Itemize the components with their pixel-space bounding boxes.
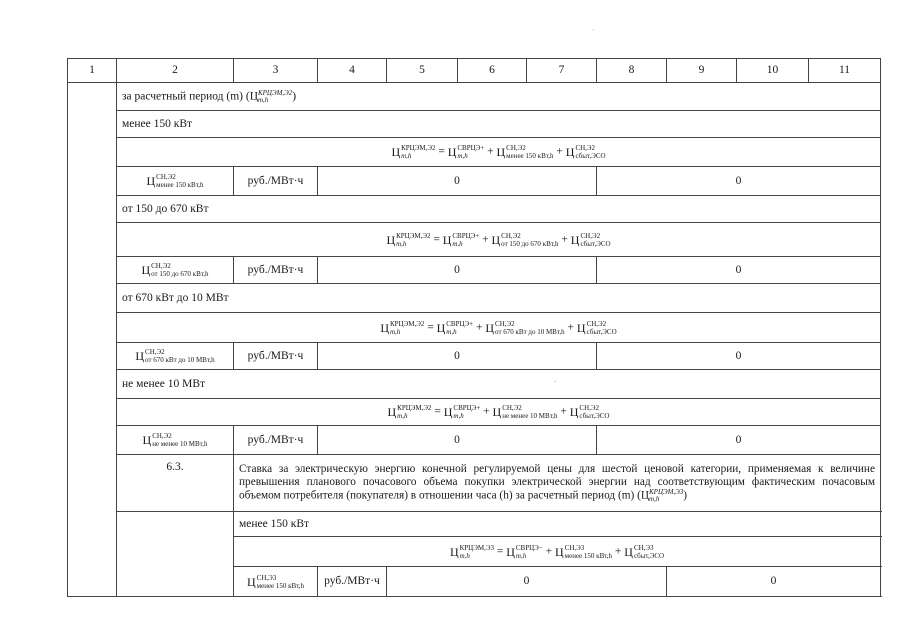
scan-speck: · xyxy=(554,378,557,386)
value-cell: 0 xyxy=(667,567,881,597)
tse-symbol: Ц СН,Э2 от 150 до 670 кВт,h xyxy=(491,231,559,248)
range-label: от 670 кВт до 10 МВт xyxy=(117,284,881,313)
col-header-4: 4 xyxy=(318,59,387,83)
tse-symbol: Ц КРЦЭМ,Э2 m,h xyxy=(387,404,432,420)
tse-symbol: Ц СН,Э2 сбыт,ЭСО xyxy=(565,144,606,160)
unit-cell: руб./МВт·ч xyxy=(234,426,318,455)
tse-symbol: Ц СН,Э2 менее 150 кВт,h xyxy=(146,173,204,189)
value-cell: 0 xyxy=(318,167,597,196)
tse-symbol: Ц СН,Э3 менее 150 кВт,h xyxy=(555,543,613,560)
range-label: менее 150 кВт xyxy=(234,512,881,537)
tse-symbol: Ц СВРЦЭ+ m,h xyxy=(442,231,480,248)
unit-cell: руб./МВт·ч xyxy=(234,343,318,370)
tse-symbol: Ц КРЦЭМ,Э2 m,h xyxy=(380,319,425,336)
item-number: 6.3. xyxy=(117,455,234,512)
formula: Ц КРЦЭМ,Э2 m,h = Ц СВРЦЭ+ m,h + Ц СН,Э2 менее 150 кВт,h + Ц СН,Э2 сбыт,ЭСО xyxy=(117,138,881,167)
tse-symbol: Ц СН,Э2 не менее 10 МВт,h xyxy=(492,404,558,420)
col-header-10: 10 xyxy=(737,59,809,83)
symbol-cell xyxy=(234,567,318,597)
tse-symbol: Ц СН,Э2 сбыт,ЭСО xyxy=(576,319,617,336)
formula: Ц КРЦЭМ,Э3 m,h = Ц СВРЦЭ− m,h + Ц СН,Э3 менее 150 кВт,h + Ц СН,Э3 сбыт,ЭСО xyxy=(234,537,881,567)
tse-symbol: Ц СН,Э2 от 670 кВт до 10 МВт,h xyxy=(135,348,215,364)
tse-symbol: Ц СН,Э2 от 670 кВт до 10 МВт,h xyxy=(485,319,565,336)
unit-cell: руб./МВт·ч xyxy=(234,167,318,196)
tse-symbol: Ц СН,Э2 не менее 10 МВт,h xyxy=(142,432,208,448)
value-cell: 0 xyxy=(597,167,881,196)
tse-symbol: Ц СВРЦЭ+ m,h xyxy=(447,144,485,160)
col-header-3: 3 xyxy=(234,59,318,83)
formula: Ц КРЦЭМ,Э2 m,h = Ц СВРЦЭ+ m,h + Ц СН,Э2 не менее 10 МВт,h + Ц СН,Э2 сбыт,ЭСО xyxy=(117,399,881,426)
range-label: не менее 10 МВт xyxy=(117,370,881,399)
symbol-cell xyxy=(117,257,234,284)
tse-symbol: Ц КРЦЭМ,Э2 m,h xyxy=(391,144,436,160)
tse-symbol: Ц КРЦЭМ,Э2 m,h xyxy=(386,231,431,248)
tariff-table xyxy=(67,58,881,597)
value-cell: 0 xyxy=(597,426,881,455)
tse-symbol: Ц СН,Э2 от 150 до 670 кВт,h xyxy=(141,262,209,278)
item-number-cell-empty xyxy=(68,83,117,597)
tse-symbol: Ц СВРЦЭ+ m,h xyxy=(436,319,474,336)
tse-symbol: Ц СН,Э3 сбыт,ЭСО xyxy=(624,543,665,560)
item-number-cell-empty xyxy=(117,512,234,597)
range-label: от 150 до 670 кВт xyxy=(117,196,881,223)
symbol-cell xyxy=(117,343,234,370)
tse-symbol: Ц СН,Э2 сбыт,ЭСО xyxy=(569,404,610,420)
item-description: Ставка за электрическую энергию конечной регулируемой цены для шестой ценовой категории, применяемая к величине превышения планового почасового объема покупки электрической энергии над соответствующим фактическим почасовым объемом потребителя (покупателя) в отношении часа (h) за расчетный период (m) (Ц КРЦЭМ,Э3 m,h ) xyxy=(234,455,881,512)
tse-symbol: Ц СН,Э2 менее 150 кВт,h xyxy=(496,144,554,160)
col-header-5: 5 xyxy=(387,59,458,83)
tse-symbol: Ц СВРЦЭ+ m,h xyxy=(443,404,481,420)
value-cell: 0 xyxy=(597,343,881,370)
symbol-cell xyxy=(117,426,234,455)
tse-symbol: Ц СН,Э3 менее 150 кВт,h xyxy=(246,573,305,590)
tse-symbol: Ц КРЦЭМ,Э3 m,h xyxy=(449,543,494,560)
unit-cell: руб./МВт·ч xyxy=(318,567,387,597)
value-cell: 0 xyxy=(318,343,597,370)
col-header-1: 1 xyxy=(68,59,117,83)
col-header-9: 9 xyxy=(667,59,737,83)
symbol-cell xyxy=(117,167,234,196)
col-header-6: 6 xyxy=(458,59,527,83)
formula: Ц КРЦЭМ,Э2 m,h = Ц СВРЦЭ+ m,h + Ц СН,Э2 от 670 кВт до 10 МВт,h + Ц СН,Э2 сбыт,ЭСО xyxy=(117,313,881,343)
unit-cell: руб./МВт·ч xyxy=(234,257,318,284)
formula: Ц КРЦЭМ,Э2 m,h = Ц СВРЦЭ+ m,h + Ц СН,Э2 от 150 до 670 кВт,h + Ц СН,Э2 сбыт,ЭСО xyxy=(117,223,881,257)
section-title: за расчетный период (m) (Ц КРЦЭМ,Э2 m,h ) xyxy=(117,83,881,111)
col-header-7: 7 xyxy=(527,59,597,83)
value-cell: 0 xyxy=(387,567,667,597)
col-header-8: 8 xyxy=(597,59,667,83)
tse-symbol: Ц СН,Э2 сбыт,ЭСО xyxy=(570,231,611,248)
header-row xyxy=(68,59,881,83)
value-cell: 0 xyxy=(597,257,881,284)
page-mark: · xyxy=(592,26,595,35)
range-label: менее 150 кВт xyxy=(117,111,881,138)
value-cell: 0 xyxy=(318,426,597,455)
value-cell: 0 xyxy=(318,257,597,284)
col-header-2: 2 xyxy=(117,59,234,83)
tse-symbol: Ц СВРЦЭ− m,h xyxy=(506,543,543,560)
col-header-11: 11 xyxy=(809,59,881,83)
